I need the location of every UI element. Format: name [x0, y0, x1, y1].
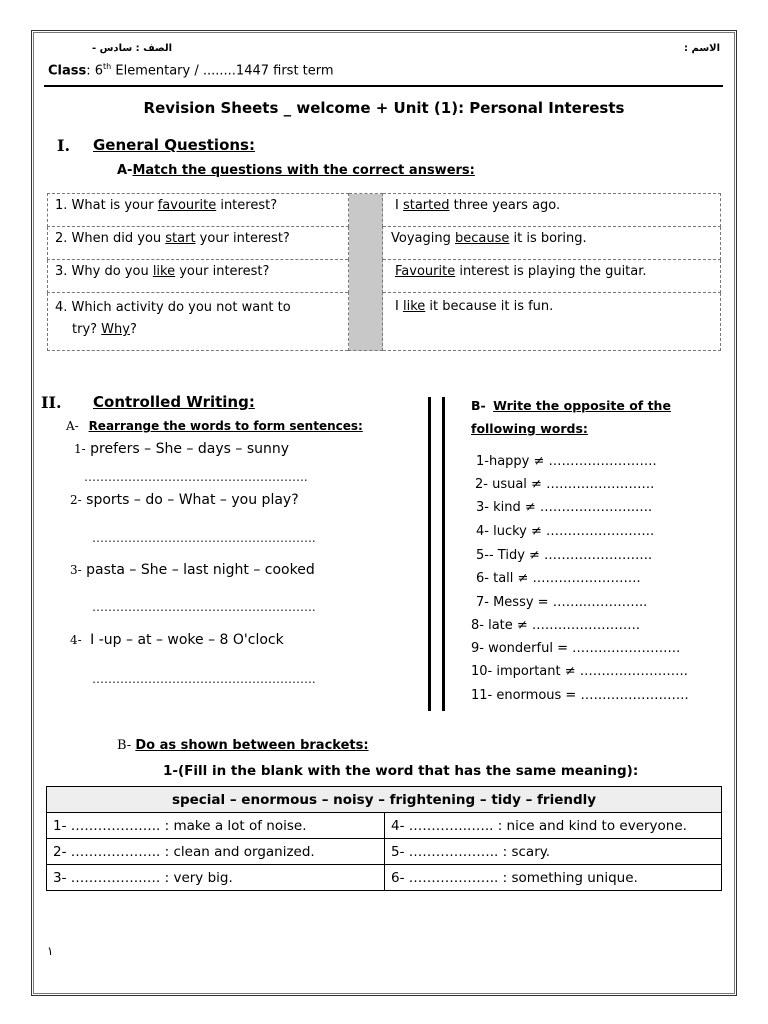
q-underlined: start: [165, 231, 196, 246]
question-cell: [48, 194, 349, 227]
answer-line-3[interactable]: ………………………………………………..: [92, 600, 316, 614]
fill-row: [47, 813, 722, 839]
opposites-prefix: B-: [471, 398, 486, 413]
match-table: [47, 193, 721, 351]
section2-sub-prefix: A-: [66, 419, 79, 433]
header-rule: [44, 85, 723, 87]
a-text-end: interest is playing the guitar.: [455, 264, 647, 279]
section2-heading: Controlled Writing:: [93, 393, 255, 411]
fill-cell-5[interactable]: 5- ……………….. : scary.: [385, 839, 722, 865]
class-value-post: Elementary / ........1447 first term: [111, 63, 334, 79]
opposites-heading-1: [471, 398, 671, 413]
class-arabic: الصف : سادس -: [92, 43, 173, 54]
q-underlined: favourite: [157, 198, 217, 213]
q-text: 2. When did you: [55, 231, 166, 246]
item-number: 2-: [70, 493, 82, 507]
section1-heading: General Questions:: [93, 136, 255, 154]
fill-cell-3[interactable]: 3- ……………..… : very big.: [47, 865, 385, 891]
opposite-item-9[interactable]: 9- wonderful = …………………….: [471, 641, 681, 656]
a-underlined: Favourite: [395, 264, 456, 279]
match-row: [48, 293, 721, 351]
item-number: 1-: [74, 442, 86, 456]
page-title: Revision Sheets _ welcome + Unit (1): Personal Interests: [143, 99, 625, 117]
match-row: [48, 194, 721, 227]
q-text: 3. Why do you: [55, 264, 153, 279]
answer-match-column[interactable]: [349, 194, 383, 351]
section1-subheading: [117, 163, 475, 178]
fill-table: [46, 786, 722, 891]
opposite-item-3[interactable]: 3- kind ≠ ………………….….: [476, 500, 653, 515]
a-text: I: [395, 299, 403, 314]
class-line: [48, 62, 334, 78]
q-underlined: like: [152, 264, 176, 279]
column-divider-right: [442, 397, 445, 711]
item-text: I -up – at – woke – 8 O'clock: [90, 632, 284, 648]
opposite-item-7[interactable]: 7- Messy = ……..…………..: [476, 595, 648, 610]
rearrange-item-2: [70, 492, 299, 508]
a-underlined: because: [454, 231, 510, 246]
opposite-item-5[interactable]: 5-- Tidy ≠ …………………….: [476, 548, 653, 563]
opposite-item-11[interactable]: 11- enormous = …………………….: [471, 688, 689, 703]
opposite-item-8[interactable]: 8- late ≠ …………………….: [471, 618, 641, 633]
a-text-end: it because it is fun.: [425, 299, 554, 314]
opposites-heading-text: Write the opposite of the: [493, 398, 671, 413]
item-text: pasta – She – last night – cooked: [86, 562, 315, 578]
page-number: ١: [47, 944, 54, 958]
q-text-end: interest?: [216, 198, 278, 213]
fill-row: [47, 839, 722, 865]
class-sup: th: [103, 62, 112, 71]
question-cell: [48, 293, 349, 351]
section1-sub-text: Match the questions with the correct answers:: [132, 163, 475, 178]
match-row: [48, 227, 721, 260]
opposite-item-4[interactable]: 4- lucky ≠ …………………….: [476, 524, 655, 539]
opposite-item-1[interactable]: 1-happy ≠ …………………….: [476, 454, 657, 469]
section2-subheading: [66, 419, 363, 433]
answer-line-1[interactable]: ………………………………………………..: [84, 470, 308, 484]
rearrange-item-4: [70, 632, 284, 648]
answer-cell: [383, 227, 721, 260]
rearrange-item-3: [70, 562, 315, 578]
answer-line-2[interactable]: ………………………………………………..: [92, 531, 316, 545]
opposites-heading-2: following words:: [471, 421, 588, 436]
fill-cell-4[interactable]: 4- …………..….. : nice and kind to everyone.: [385, 813, 722, 839]
q-text-end: your interest?: [175, 264, 270, 279]
item-number: 3-: [70, 563, 82, 577]
opposite-item-10[interactable]: 10- important ≠ …………………….: [471, 664, 688, 679]
fill-cell-2[interactable]: 2- ……………….. : clean and organized.: [47, 839, 385, 865]
section1-number: I.: [57, 136, 71, 155]
name-arabic: الاسم :: [684, 43, 721, 54]
q-underlined: Why: [101, 322, 130, 337]
opposite-item-2[interactable]: 2- usual ≠ …………………….: [475, 477, 655, 492]
answer-cell: [383, 260, 721, 293]
opposite-item-6[interactable]: 6- tall ≠ …………………….: [476, 571, 641, 586]
q-text-end: your interest?: [195, 231, 290, 246]
a-text-end: three years ago.: [449, 198, 561, 213]
question-cell: [48, 260, 349, 293]
section1-sub-prefix: A-: [117, 163, 133, 178]
question-cell: [48, 227, 349, 260]
answer-cell: [383, 194, 721, 227]
column-divider-left: [428, 397, 431, 711]
brackets-heading: [117, 738, 369, 753]
item-text: prefers – She – days – sunny: [90, 441, 290, 457]
match-row: [48, 260, 721, 293]
fill-cell-1[interactable]: 1- ……………….. : make a lot of noise.: [47, 813, 385, 839]
rearrange-item-1: [74, 441, 289, 457]
class-value-pre: : 6: [86, 63, 104, 79]
a-underlined: started: [402, 198, 450, 213]
q-text: 4. Which activity do you not want to: [55, 300, 291, 315]
class-label: Class: [48, 63, 87, 79]
q-text-end: ?: [129, 322, 137, 337]
answer-line-4[interactable]: ………………………………………………..: [92, 672, 316, 686]
a-underlined: like: [402, 299, 426, 314]
brackets-heading-text: Do as shown between brackets:: [135, 738, 369, 753]
q-text: 1. What is your: [55, 198, 158, 213]
q-text-line2: try?: [72, 322, 102, 337]
a-text-end: it is boring.: [509, 231, 587, 246]
fill-cell-6[interactable]: 6- ……………….. : something unique.: [385, 865, 722, 891]
a-text: Voyaging: [391, 231, 455, 246]
a-text: I: [395, 198, 403, 213]
item-number: 4-: [70, 633, 82, 647]
word-bank-row: [47, 787, 722, 813]
fill-task: 1-(Fill in the blank with the word that has the same meaning):: [163, 763, 639, 779]
brackets-prefix: B-: [117, 738, 132, 753]
item-text: sports – do – What – you play?: [86, 492, 299, 508]
answer-cell: [383, 293, 721, 351]
word-bank: special – enormous – noisy – frightening – tidy – friendly: [47, 787, 722, 813]
fill-row: [47, 865, 722, 891]
section2-sub-text: Rearrange the words to form sentences:: [88, 419, 363, 433]
section2-number: II.: [41, 393, 62, 412]
